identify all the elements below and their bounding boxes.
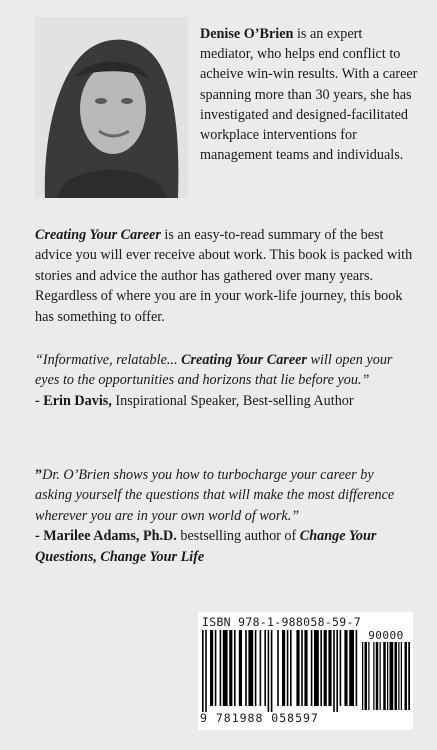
book-title: Creating Your Career [35, 227, 161, 243]
author-photo [35, 17, 188, 198]
author-bio [200, 24, 418, 165]
book-blurb [35, 225, 413, 327]
quote-2-book-title: Change Your Questions, Change Your Life [35, 528, 377, 565]
quote-1-author-role: Inspirational Speaker, Best-selling Author [111, 392, 354, 409]
testimonial-2 [35, 465, 413, 567]
barcode-digits: 9 781988 058597 [200, 711, 319, 725]
author-name: Denise O’Brien [200, 26, 294, 42]
quote-2-open-mark: ” [35, 467, 43, 483]
quote-1-author: - Erin Davis, [35, 392, 112, 409]
quote-2-author-role: bestselling author of [176, 528, 300, 545]
quote-1-text-before: “Informative, relatable... [35, 352, 182, 368]
testimonial-1 [35, 350, 413, 411]
barcode-addon-bars [362, 642, 410, 712]
quote-1-text-after: will open your eyes to the opportunities and horizons that lie before you.” [35, 352, 393, 389]
quote-2-text: Dr. O’Brien shows you how to turbocharge your career by asking yourself the questions that will make the most difference wherever you are in your own world of work.” [35, 467, 395, 524]
blurb-text: is an easy-to-read summary of the best advice you will ever receive about work. This book is packed with stories and advice the author has gathered over many years. Regardless of where you are in your work-life journey, this book has something to offer. [35, 227, 413, 325]
barcode-addon: 90000 [368, 629, 404, 642]
barcode-bars [202, 630, 360, 712]
author-bio-text: is an expert mediator, who helps end conflict to acheive win-win results. With a career spanning more than 30 years, she has investigated and designed-facilitated workplace interventions for management teams and individuals. [200, 26, 418, 164]
quote-2-author: - Marilee Adams, Ph.D. [35, 528, 177, 545]
isbn-barcode [198, 612, 413, 730]
quote-1-book-title: Creating Your Career [181, 352, 307, 368]
isbn-number: ISBN 978-1-988058-59-7 [202, 615, 361, 629]
